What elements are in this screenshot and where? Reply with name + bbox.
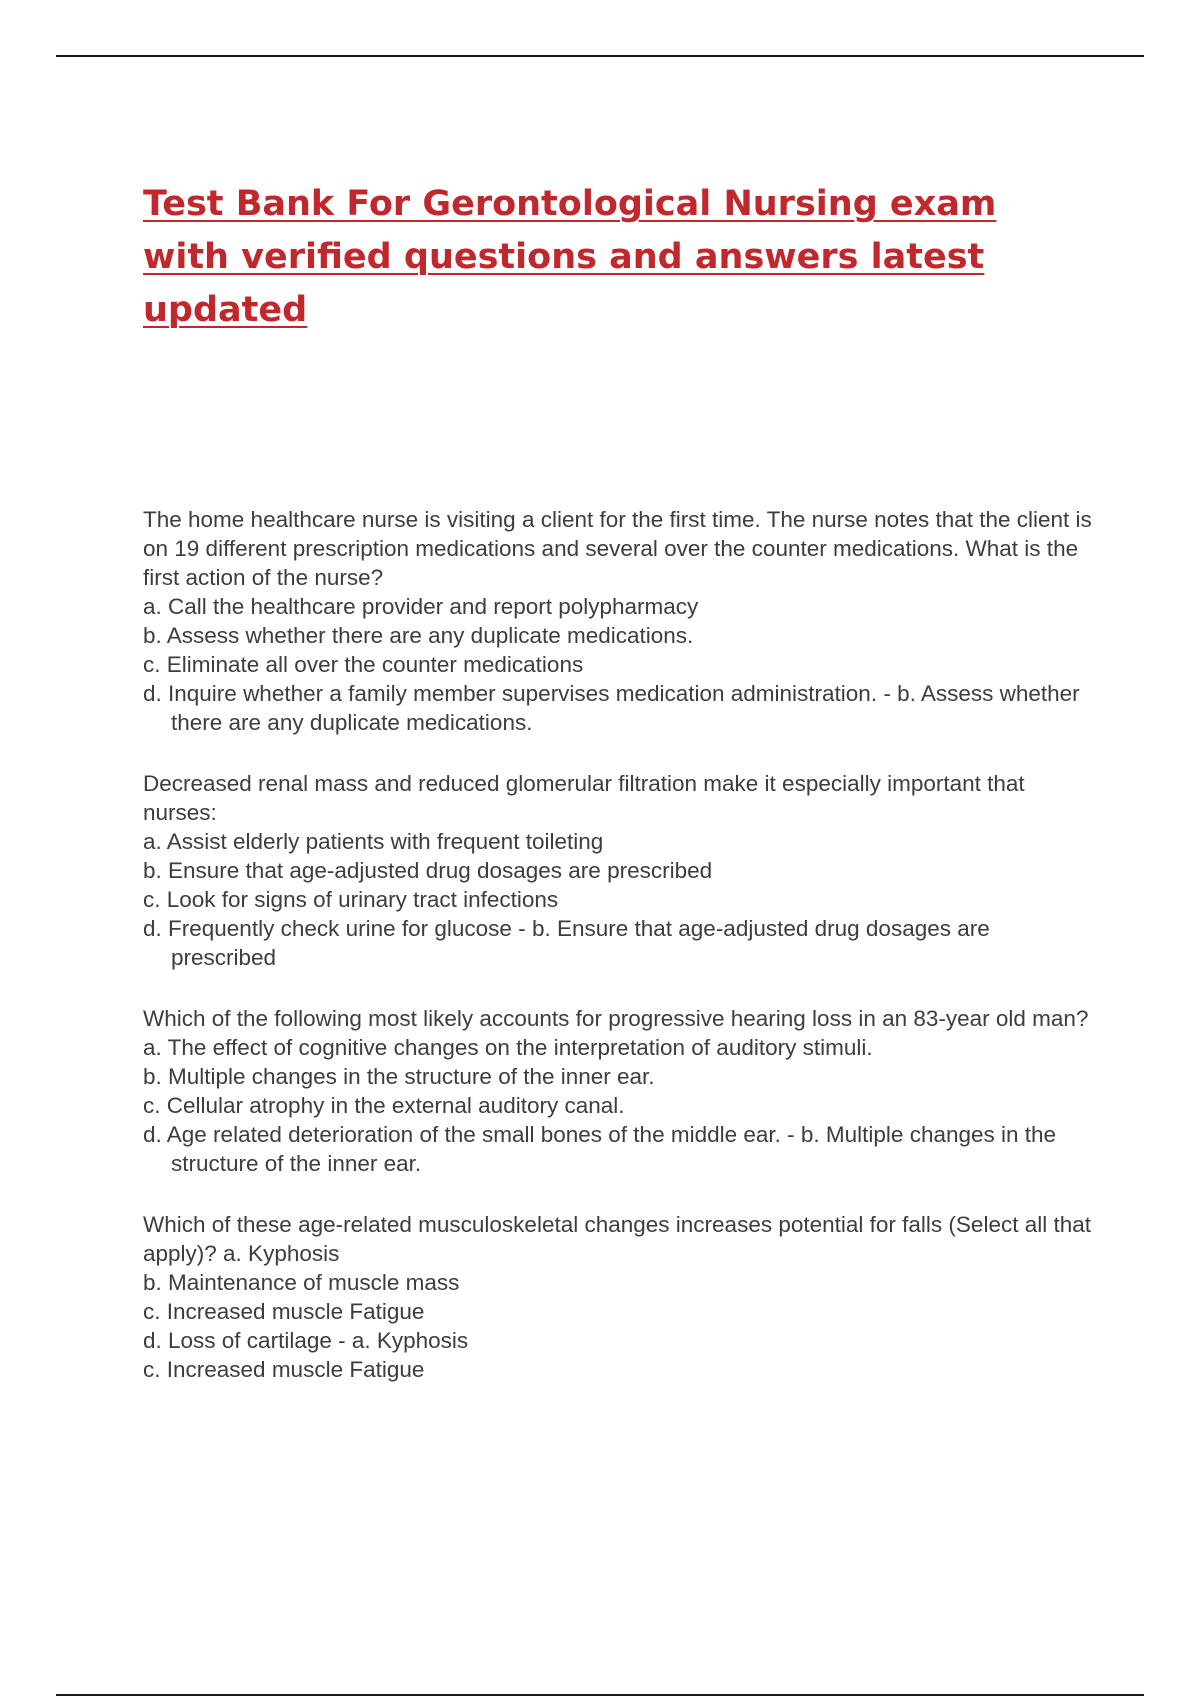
answer-option: c. Increased muscle Fatigue <box>143 1299 425 1324</box>
answer-option: a. Call the healthcare provider and report polypharmacy <box>143 594 699 619</box>
question-1 <box>143 505 1093 737</box>
question-3 <box>143 1004 1093 1178</box>
answer-option: d. Age related deterioration of the small bones of the middle ear. - b. Multiple changes in the structure of the inner ear. <box>143 1122 1057 1176</box>
answer-option: c. Cellular atrophy in the external auditory canal. <box>143 1093 625 1118</box>
answer-option: b. Ensure that age-adjusted drug dosages are prescribed <box>143 858 713 883</box>
bottom-rule <box>56 1694 1144 1696</box>
answer-option: b. Assess whether there are any duplicate medications. <box>143 623 694 648</box>
answer-option: a. The effect of cognitive changes on the interpretation of auditory stimuli. <box>143 1035 873 1060</box>
question-list <box>143 505 1093 1416</box>
top-rule <box>56 55 1144 57</box>
question-stem: Which of these age-related musculoskeletal changes increases potential for falls (Select all that apply)? a. Kyphosis <box>143 1212 1091 1266</box>
answer-option: d. Inquire whether a family member supervises medication administration. - b. Assess whether there are any duplicate medications. <box>143 681 1080 735</box>
answer-option: b. Multiple changes in the structure of the inner ear. <box>143 1064 655 1089</box>
answer-option: c. Increased muscle Fatigue <box>143 1357 425 1382</box>
answer-option: c. Eliminate all over the counter medications <box>143 652 584 677</box>
answer-option: a. Assist elderly patients with frequent toileting <box>143 829 604 854</box>
question-stem: The home healthcare nurse is visiting a client for the first time. The nurse notes that the client is on 19 different prescription medications and several over the counter medications. What is the first action of the nurse? <box>143 507 1092 590</box>
question-4 <box>143 1210 1093 1384</box>
answer-option: b. Maintenance of muscle mass <box>143 1270 460 1295</box>
question-stem: Decreased renal mass and reduced glomerular filtration make it especially important that nurses: <box>143 771 1025 825</box>
answer-option: c. Look for signs of urinary tract infections <box>143 887 559 912</box>
question-stem: Which of the following most likely accounts for progressive hearing loss in an 83-year old man? <box>143 1006 1089 1031</box>
answer-option: d. Loss of cartilage - a. Kyphosis <box>143 1328 469 1353</box>
document-title: Test Bank For Gerontological Nursing exam with verified questions and answers latest updated <box>143 184 997 330</box>
question-2 <box>143 769 1093 972</box>
answer-option: d. Frequently check urine for glucose - b. Ensure that age-adjusted drug dosages are prescribed <box>143 916 990 970</box>
